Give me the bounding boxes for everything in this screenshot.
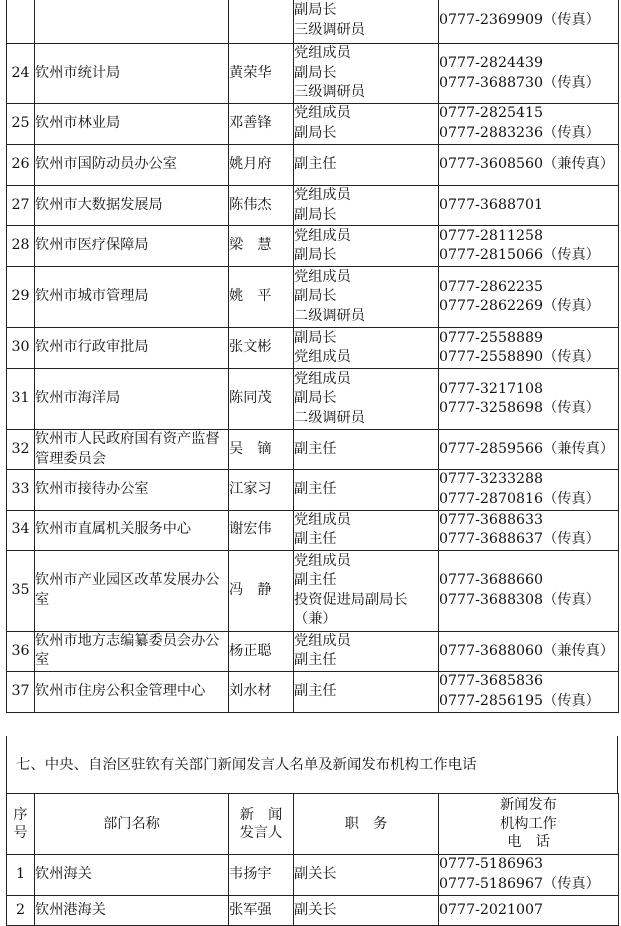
phone-line: 0777-2856195（传真） <box>439 692 600 709</box>
header-phone-line: 新闻发布 <box>500 797 557 814</box>
phone <box>439 510 619 550</box>
phone-line: 0777-2883236（传真） <box>439 125 600 141</box>
table-row <box>7 104 619 145</box>
table-row <box>7 267 619 328</box>
position <box>294 186 439 226</box>
department-name <box>35 671 229 712</box>
position-line: 副关长 <box>294 901 337 918</box>
phone <box>439 267 619 328</box>
position <box>294 226 439 267</box>
phone-line: 0777-2825415 <box>439 105 544 122</box>
position <box>294 104 439 145</box>
phone <box>439 44 619 104</box>
department-name-text: 钦州市住房公积金管理中心 <box>35 683 206 700</box>
department-name <box>35 44 229 104</box>
row-number <box>7 0 35 44</box>
section-heading-7 <box>6 736 618 793</box>
position <box>294 145 439 186</box>
department-name-text: 钦州市行政审批局 <box>35 339 149 356</box>
row-number <box>7 186 35 226</box>
row-number-text: 25 <box>11 115 30 132</box>
department-name <box>35 369 229 430</box>
spokesperson-name <box>229 104 294 145</box>
position <box>294 896 439 926</box>
row-number-text: 33 <box>11 481 30 498</box>
header-org-label: 部门名称 <box>103 815 160 832</box>
phone <box>439 550 619 631</box>
department-name-text: 钦州港海关 <box>35 901 106 918</box>
spokesperson-name-text: 黄荣华 <box>229 64 272 81</box>
position-line: 党组成员 <box>294 632 351 649</box>
spokesperson-name <box>229 0 294 44</box>
phone <box>439 104 619 145</box>
spokesperson-name <box>229 671 294 712</box>
phone-line: 0777-2815066（传真） <box>439 247 600 264</box>
spokesperson-name-text: 姚 平 <box>229 288 272 305</box>
phone-line: 0777-2870816（传真） <box>439 490 600 507</box>
phone-line: 0777-3258698（传真） <box>439 400 600 417</box>
phone-line: 0777-5186963 <box>439 856 544 873</box>
row-number <box>7 855 35 896</box>
table-row <box>7 855 619 896</box>
table-row <box>7 226 619 267</box>
position-line: 党组成员 <box>294 268 351 285</box>
spokesperson-name-text: 刘水材 <box>229 683 272 700</box>
row-number-text: 24 <box>11 64 30 81</box>
phone-line: 0777-3688308（传真） <box>439 591 600 608</box>
row-number <box>7 369 35 430</box>
spokesperson-name-text: 江家习 <box>229 481 272 498</box>
spokesperson-name-text: 梁 慧 <box>229 237 272 254</box>
table-row <box>7 631 619 671</box>
spokesperson-name-text: 冯 静 <box>229 581 272 598</box>
phone <box>439 0 619 44</box>
position <box>294 631 439 671</box>
position-line: 党组成员 <box>294 105 351 122</box>
spokesperson-name-text: 杨正聪 <box>229 642 272 659</box>
position-line: 副主任 <box>294 481 337 498</box>
position <box>294 510 439 550</box>
row-number <box>7 470 35 510</box>
header-position-label: 职 务 <box>344 815 388 832</box>
position-line: （兼） <box>294 611 337 628</box>
table-row <box>7 510 619 550</box>
phone-line: 0777-2558890（传真） <box>439 349 600 366</box>
department-name <box>35 855 229 896</box>
table-row <box>7 369 619 430</box>
phone-line: 0777-2021007 <box>439 901 544 918</box>
row-number-text: 2 <box>15 901 26 918</box>
row-number <box>7 631 35 671</box>
position-line: 党组成员 <box>294 227 351 244</box>
position-line: 三级调研员 <box>294 22 365 38</box>
spokesperson-name-text: 陈伟杰 <box>229 196 272 213</box>
spokesperson-name <box>229 44 294 104</box>
position-line: 副主任 <box>294 683 337 700</box>
row-number <box>7 430 35 470</box>
row-number-text: 28 <box>11 237 30 254</box>
spokesperson-name <box>229 267 294 328</box>
phone-line: 0777-3688637（传真） <box>439 531 600 548</box>
phone <box>439 328 619 369</box>
table-row <box>7 44 619 104</box>
position <box>294 0 439 44</box>
department-name-text: 钦州市城市管理局 <box>35 288 149 305</box>
spokesperson-name <box>229 369 294 430</box>
spokesperson-name <box>229 510 294 550</box>
phone-line: 0777-3688633 <box>439 511 544 528</box>
department-name-text: 钦州市产业园区改革发展办公室 <box>35 572 220 608</box>
position-line: 副关长 <box>294 866 337 883</box>
row-number <box>7 510 35 550</box>
phone <box>439 226 619 267</box>
phone-line: 0777-3688060（兼传真） <box>439 642 615 659</box>
position <box>294 267 439 328</box>
table-row <box>7 145 619 186</box>
header-name-line: 新 闻 <box>239 806 283 823</box>
row-number-text: 35 <box>11 581 30 598</box>
phone-line: 0777-3233288 <box>439 471 544 488</box>
position-line: 副局长 <box>294 2 337 19</box>
department-name <box>35 328 229 369</box>
header-position <box>294 794 439 855</box>
department-name <box>35 631 229 671</box>
row-number <box>7 550 35 631</box>
position <box>294 44 439 104</box>
phone-line: 0777-2862269（传真） <box>439 298 600 315</box>
position-line: 副主任 <box>294 572 337 589</box>
department-name-text: 钦州市国防动员办公室 <box>35 156 177 173</box>
table-row <box>7 0 619 44</box>
department-name <box>35 0 229 44</box>
spokesperson-name <box>229 430 294 470</box>
phone-line: 0777-3688701 <box>439 196 544 213</box>
row-number-text: 26 <box>11 156 30 173</box>
department-name <box>35 104 229 145</box>
phone-line: 0777-2824439 <box>439 54 544 71</box>
position-line: 二级调研员 <box>294 307 365 324</box>
position-line: 党组成员 <box>294 187 351 203</box>
spokesperson-name <box>229 328 294 369</box>
row-number-text: 32 <box>11 440 30 457</box>
spokesperson-name <box>229 470 294 510</box>
table-row <box>7 671 619 712</box>
table-header-row <box>7 794 619 855</box>
position-line: 副局长 <box>294 125 337 141</box>
header-num-line: 序 <box>13 806 28 823</box>
header-org <box>35 794 229 855</box>
position <box>294 470 439 510</box>
department-name <box>35 550 229 631</box>
header-phone-line: 机构工作 <box>500 815 557 832</box>
spokesperson-name-text: 邓善锋 <box>229 115 272 132</box>
department-name <box>35 470 229 510</box>
header-name-line: 发言人 <box>239 825 283 841</box>
position-line: 副局长 <box>294 288 337 305</box>
header-num <box>7 794 35 855</box>
position-line: 副主任 <box>294 652 337 669</box>
department-name <box>35 510 229 550</box>
spokesperson-name <box>229 186 294 226</box>
position-line: 党组成员 <box>294 511 351 528</box>
department-name <box>35 145 229 186</box>
spokesperson-name-text: 张文彬 <box>229 339 272 356</box>
phone <box>439 430 619 470</box>
spokesperson-name-text: 吴 镝 <box>229 440 272 457</box>
header-phone <box>439 794 619 855</box>
position-line: 党组成员 <box>294 349 351 366</box>
department-name-text: 钦州市海洋局 <box>35 390 121 407</box>
phone-line: 0777-3217108 <box>439 380 544 397</box>
phone-line: 0777-2558889 <box>439 329 544 346</box>
phone <box>439 671 619 712</box>
phone-line: 0777-3688730（传真） <box>439 74 600 91</box>
phone <box>439 145 619 186</box>
row-number <box>7 671 35 712</box>
row-number <box>7 145 35 186</box>
table-row <box>7 186 619 226</box>
spokesperson-name <box>229 145 294 186</box>
department-name <box>35 226 229 267</box>
table-row <box>7 470 619 510</box>
position-line: 副局长 <box>294 206 337 223</box>
position <box>294 550 439 631</box>
position <box>294 430 439 470</box>
position <box>294 369 439 430</box>
position-line: 副局长 <box>294 390 337 407</box>
department-name-text: 钦州市人民政府国有资产监督管理委员会 <box>35 431 220 467</box>
position-line: 党组成员 <box>294 45 351 62</box>
row-number-text: 34 <box>11 521 30 538</box>
spokesperson-name <box>229 631 294 671</box>
phone-line: 0777-3688660 <box>439 572 544 589</box>
phone <box>439 896 619 926</box>
phone <box>439 631 619 671</box>
row-number <box>7 267 35 328</box>
row-number <box>7 896 35 926</box>
phone-line: 0777-3608560（兼传真） <box>439 156 615 173</box>
spokesperson-name <box>229 226 294 267</box>
department-name-text: 钦州市林业局 <box>35 115 121 132</box>
spokesperson-name-text: 陈同茂 <box>229 390 272 407</box>
row-number <box>7 226 35 267</box>
spokesperson-name <box>229 550 294 631</box>
position <box>294 855 439 896</box>
phone <box>439 855 619 896</box>
phone-line: 0777-2862235 <box>439 278 544 295</box>
spokesperson-table-city <box>6 0 619 713</box>
department-name <box>35 896 229 926</box>
phone <box>439 470 619 510</box>
row-number-text: 1 <box>15 866 26 883</box>
position <box>294 671 439 712</box>
position-line: 副主任 <box>294 531 337 548</box>
department-name <box>35 186 229 226</box>
section-title: 七、中央、自治区驻钦有关部门新闻发言人名单及新闻发布机构工作电话 <box>16 757 477 773</box>
phone <box>439 369 619 430</box>
table-row <box>7 430 619 470</box>
position-line: 党组成员 <box>294 370 351 387</box>
table-row <box>7 550 619 631</box>
phone-line: 0777-2859566（兼传真） <box>439 440 615 457</box>
header-phone-line: 电 话 <box>507 834 550 851</box>
department-name-text: 钦州市医疗保障局 <box>35 237 149 254</box>
position-line: 党组成员 <box>294 552 351 569</box>
table-row <box>7 896 619 926</box>
spokesperson-name <box>229 896 294 926</box>
department-name-text: 钦州市大数据发展局 <box>35 196 163 213</box>
phone-line: 0777-2369909（传真） <box>439 12 600 29</box>
row-number <box>7 104 35 145</box>
department-name-text: 钦州市统计局 <box>35 64 121 81</box>
position-line: 副局长 <box>294 329 337 346</box>
header-num-line: 号 <box>13 825 28 841</box>
spokesperson-name-text: 韦扬宇 <box>229 866 272 883</box>
row-number-text: 36 <box>11 642 30 659</box>
department-name-text: 钦州海关 <box>35 866 92 883</box>
spokesperson-name-text: 谢宏伟 <box>229 521 272 538</box>
row-number-text: 37 <box>11 683 30 700</box>
position-line: 副局长 <box>294 64 337 81</box>
phone <box>439 186 619 226</box>
spokesperson-name-text: 张军强 <box>229 901 272 918</box>
department-name <box>35 430 229 470</box>
spokesperson-name <box>229 855 294 896</box>
spokesperson-table-central <box>6 793 619 926</box>
position-line: 副主任 <box>294 156 337 173</box>
header-name <box>229 794 294 855</box>
department-name <box>35 267 229 328</box>
phone-line: 0777-5186967（传真） <box>439 876 600 892</box>
row-number-text: 27 <box>11 196 30 213</box>
table-row <box>7 328 619 369</box>
position-line: 副主任 <box>294 440 337 457</box>
position-line: 副局长 <box>294 247 337 264</box>
department-name-text: 钦州市接待办公室 <box>35 481 149 498</box>
department-name-text: 钦州市地方志编纂委员会办公室 <box>35 632 220 669</box>
phone-line: 0777-3685836 <box>439 673 544 690</box>
position-line: 二级调研员 <box>294 409 365 426</box>
department-name-text: 钦州市直属机关服务中心 <box>35 521 192 538</box>
row-number-text: 31 <box>11 390 30 407</box>
position-line: 投资促进局副局长 <box>294 591 408 608</box>
row-number <box>7 328 35 369</box>
row-number-text: 30 <box>11 339 30 356</box>
row-number <box>7 44 35 104</box>
spokesperson-name-text: 姚月府 <box>229 156 272 173</box>
phone-line: 0777-2811258 <box>439 227 544 244</box>
row-number-text: 29 <box>11 288 30 305</box>
position-line: 三级调研员 <box>294 84 365 101</box>
position <box>294 328 439 369</box>
